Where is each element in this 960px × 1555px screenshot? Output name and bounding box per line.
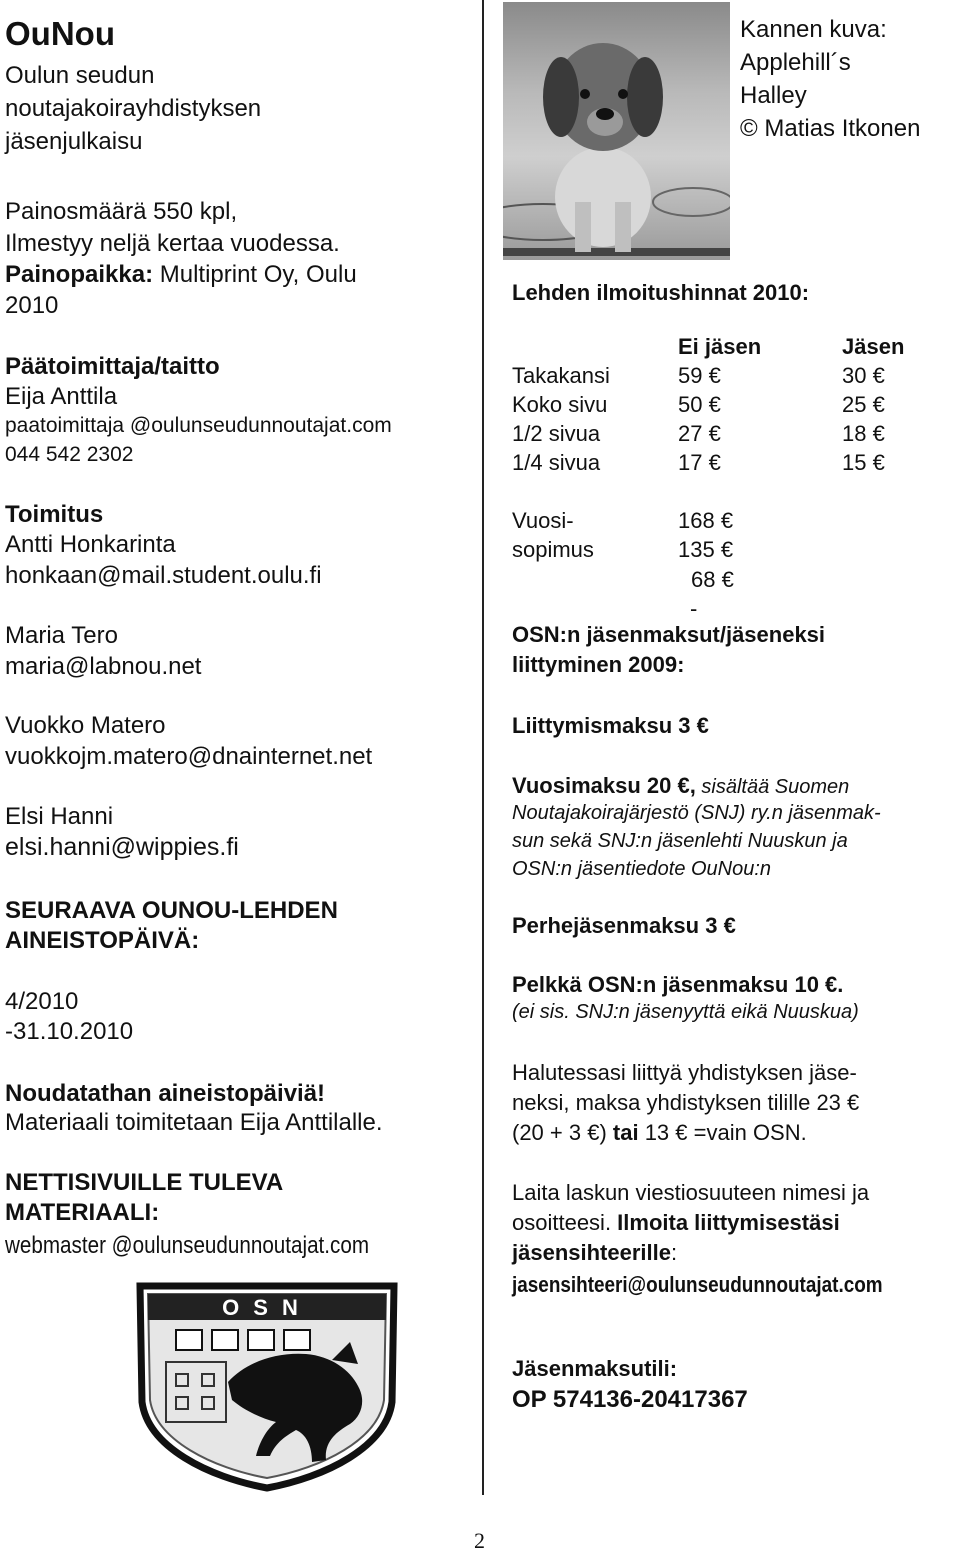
- member-email: maria@labnou.net: [5, 653, 202, 680]
- annual-fee-line: [512, 771, 849, 802]
- member-name: Elsi Hanni: [5, 803, 114, 830]
- row-label: Takakansi: [512, 363, 610, 388]
- annual-fee-note: sisältää Suomen: [695, 776, 850, 798]
- annual-contract-label-1: Vuosi-: [512, 508, 574, 533]
- editor-name: Eija Anttila: [5, 383, 118, 410]
- member-email: elsi.hanni@wippies.fi: [5, 833, 239, 861]
- magazine-title: OuNou: [5, 15, 115, 52]
- subtitle-line-1: Oulun seudun: [5, 62, 155, 89]
- annual-fee-note-2: Noutajakoirajärjestö (SNJ) ry.n jäsenmak-: [512, 802, 881, 824]
- non-member-price: 17 €: [678, 450, 721, 475]
- editor-phone: 044 542 2302: [5, 443, 134, 466]
- secretary-email: jasensihteeri@oulunseudunnoutajat.com: [512, 1272, 883, 1297]
- deadline-date: -31.10.2010: [5, 1018, 134, 1045]
- table-row: [512, 450, 932, 479]
- member-email: vuokkojm.matero@dnainternet.net: [5, 743, 373, 770]
- editor-heading: Päätoimittaja/taitto: [5, 353, 220, 380]
- annual-price-1: 168 €: [678, 508, 734, 533]
- web-email: webmaster @oulunseudunnoutajat.com: [5, 1232, 370, 1259]
- ad-price-table: [512, 334, 932, 479]
- cover-caption-3: Halley: [740, 82, 807, 109]
- annual-fee-note-3: sun sekä SNJ:n jäsenlehti Nuuskun ja: [512, 830, 848, 852]
- invoice-text-2b: Ilmoita liittymisestäsi: [617, 1210, 840, 1235]
- member-price: 15 €: [842, 450, 885, 475]
- osn-only-fee: Pelkkä OSN:n jäsenmaksu 10 €.: [512, 972, 844, 997]
- annual-fee-note-4: OSN:n jäsentiedote OuNou:n: [512, 858, 772, 880]
- puppy-photo-icon: [503, 2, 730, 260]
- osn-logo: [136, 1282, 398, 1492]
- printer-line: [5, 258, 357, 291]
- annual-price-3: 68 €: [691, 567, 734, 592]
- invoice-text-1: Laita laskun viestiosuuteen nimesi ja: [512, 1180, 870, 1205]
- table-row: [512, 421, 932, 450]
- non-member-price: 50 €: [678, 392, 721, 417]
- cover-photo: [503, 2, 730, 260]
- join-text-3c: 13 € =vain OSN.: [638, 1120, 807, 1145]
- invoice-text-2a: osoitteesi.: [512, 1210, 618, 1235]
- cover-caption-1: Kannen kuva:: [740, 16, 887, 43]
- membership-heading-2: liittyminen 2009:: [512, 652, 685, 677]
- logo-text: OSN: [222, 1295, 312, 1320]
- table-row: [512, 392, 932, 421]
- column-member: Jäsen: [842, 334, 905, 359]
- table-header-row: [512, 334, 932, 363]
- web-heading-1: NETTISIVUILLE TULEVA: [5, 1169, 284, 1196]
- family-fee: Perhejäsenmaksu 3 €: [512, 913, 736, 938]
- joining-fee: Liittymismaksu 3 €: [512, 713, 709, 738]
- annual-dash: -: [690, 596, 698, 621]
- ad-prices-heading: Lehden ilmoitushinnat 2010:: [512, 280, 810, 305]
- member-email: honkaan@mail.student.oulu.fi: [5, 562, 322, 589]
- invoice-text-3: [512, 1238, 677, 1268]
- join-text-3a: (20 + 3 €): [512, 1120, 613, 1145]
- page-number: 2: [474, 1528, 485, 1553]
- row-label: 1/2 sivua: [512, 421, 601, 446]
- invoice-text-3b: :: [670, 1240, 678, 1265]
- row-label: 1/4 sivua: [512, 450, 601, 475]
- web-heading-2: MATERIAALI:: [5, 1199, 160, 1226]
- deadline-heading-1: SEURAAVA OUNOU-LEHDEN: [5, 897, 338, 924]
- join-text-1: Halutessasi liittyä yhdistyksen jäse-: [512, 1060, 857, 1085]
- cover-caption-4: © Matias Itkonen: [740, 115, 921, 142]
- member-price: 25 €: [842, 392, 885, 417]
- deadline-heading-2: AINEISTOPÄIVÄ:: [5, 927, 200, 954]
- non-member-price: 59 €: [678, 363, 721, 388]
- printer-year: 2010: [5, 292, 59, 319]
- member-name: Vuokko Matero: [5, 712, 166, 739]
- invoice-text-3a: jäsensihteerille: [512, 1240, 671, 1265]
- deadline-material: Materiaali toimitetaan Eija Anttilalle.: [5, 1109, 383, 1136]
- join-text-or: tai: [612, 1120, 639, 1145]
- annual-contract-label-2: sopimus: [512, 537, 594, 562]
- editorial-heading: Toimitus: [5, 501, 104, 528]
- osn-only-note: (ei sis. SNJ:n jäsenyyttä eikä Nuuskua): [512, 1001, 859, 1023]
- join-text-2: neksi, maksa yhdistyksen tilille 23 €: [512, 1090, 860, 1115]
- join-text-3: [512, 1118, 807, 1148]
- printer-label: Painopaikka:: [5, 261, 154, 288]
- non-member-price: 27 €: [678, 421, 721, 446]
- member-price: 30 €: [842, 363, 885, 388]
- deadline-note: Noudatathan aineistopäiviä!: [5, 1080, 326, 1107]
- editor-email: paatoimittaja @oulunseudunnoutajat.com: [5, 414, 392, 437]
- subtitle-line-3: jäsenjulkaisu: [5, 128, 143, 155]
- subtitle-line-2: noutajakoirayhdistyksen: [5, 95, 262, 122]
- printer-value: Multiprint Oy, Oulu: [153, 261, 357, 288]
- invoice-text-2: [512, 1208, 840, 1238]
- member-name: Antti Honkarinta: [5, 531, 176, 558]
- row-label: Koko sivu: [512, 392, 608, 417]
- member-name: Maria Tero: [5, 622, 118, 649]
- deadline-issue: 4/2010: [5, 988, 79, 1015]
- annual-price-2: 135 €: [678, 537, 734, 562]
- annual-fee: Vuosimaksu 20 €,: [512, 773, 696, 798]
- publication-frequency: Ilmestyy neljä kertaa vuodessa.: [5, 230, 340, 257]
- account-number: OP 574136-20417367: [512, 1386, 748, 1413]
- membership-heading-1: OSN:n jäsenmaksut/jäseneksi: [512, 622, 826, 647]
- print-run: Painosmäärä 550 kpl,: [5, 198, 238, 225]
- column-divider: [482, 0, 484, 1495]
- cover-caption-2: Applehill´s: [740, 49, 851, 76]
- column-non-member: Ei jäsen: [678, 334, 762, 359]
- table-row: [512, 363, 932, 392]
- member-price: 18 €: [842, 421, 885, 446]
- account-label: Jäsenmaksutili:: [512, 1356, 678, 1381]
